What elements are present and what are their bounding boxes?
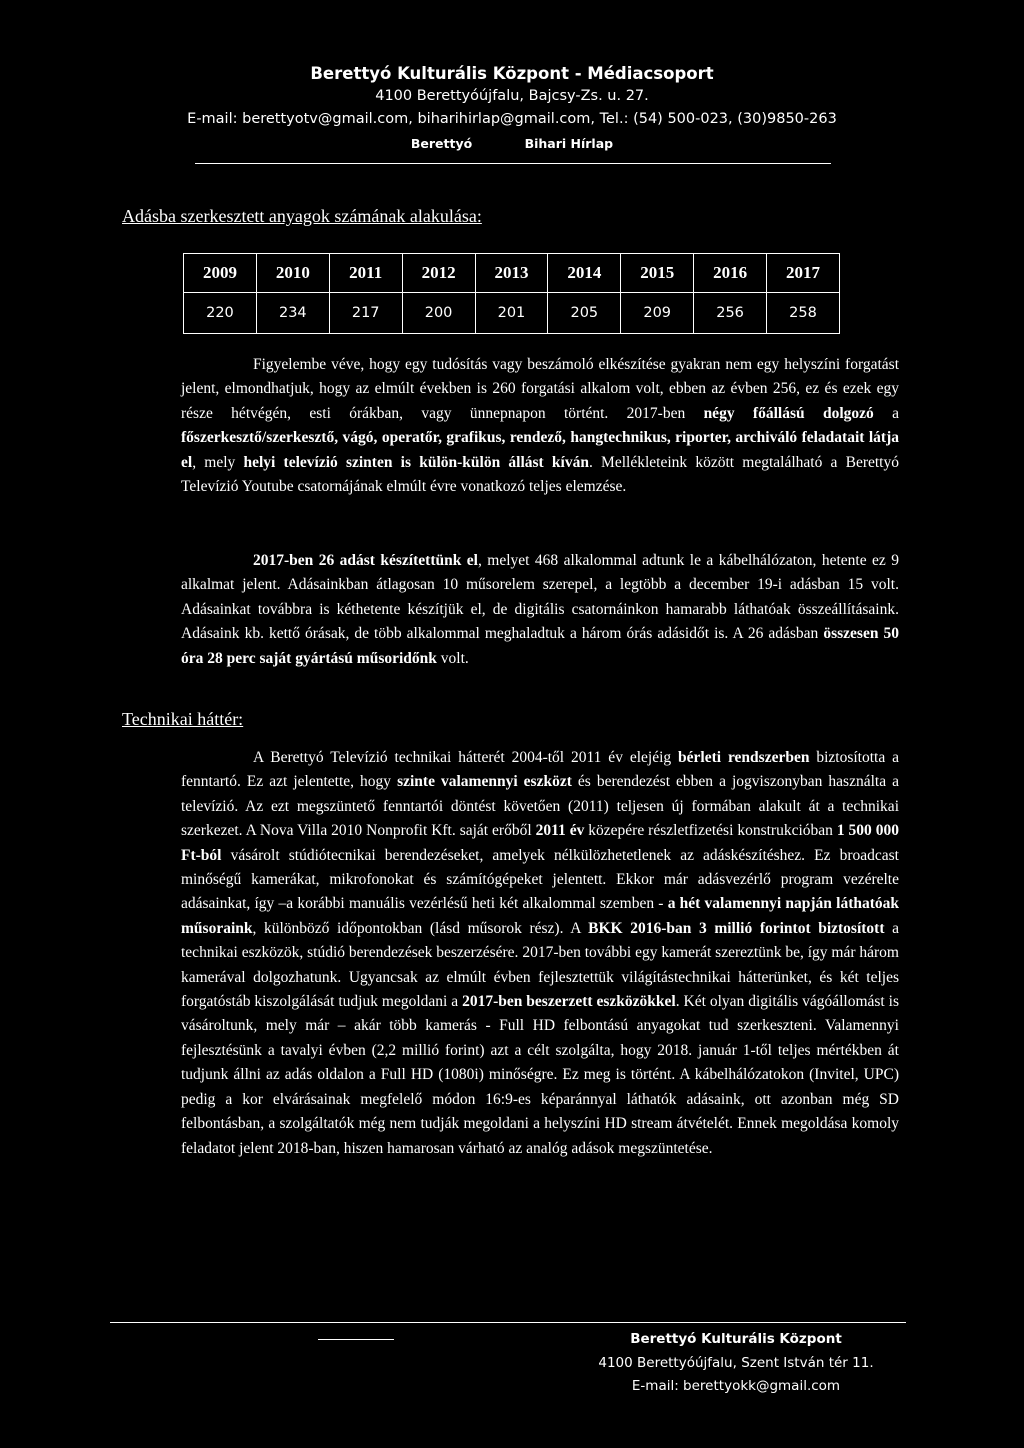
bold-run: négy főállású dolgozó	[703, 404, 874, 422]
table-cell-value: 201	[475, 293, 548, 334]
text-run: a technikai eszközök, stúdió berendezések beszerzésére. 2017-ben további egy kamerát szereztünk be, így már három kamerával dolgozhatunk. Ugyancsak az elmúlt évben fejlesztettük világítástechnikai hátterünket, és két teljes forgatóstáb kiszolgálását tudjuk megoldani a	[181, 919, 900, 1011]
table-cell-value: 234	[256, 293, 329, 334]
table-cell-year: 2009	[184, 254, 257, 293]
bold-run: 2017-ben 26 adást készítettünk el	[253, 552, 478, 569]
bold-run: szinte valamennyi eszközt	[397, 773, 572, 791]
table-cell-year: 2015	[621, 254, 694, 293]
table-row-values	[184, 293, 840, 334]
table-cell-year: 2010	[256, 254, 329, 293]
table-cell-value: 220	[184, 293, 257, 334]
letterhead	[0, 62, 1024, 155]
bold-run: bérleti rendszerben	[678, 749, 810, 766]
text-run: a	[873, 404, 899, 422]
bold-run: 2017-ben beszerzett eszközökkel	[462, 993, 676, 1011]
footer-address-block	[586, 1328, 886, 1399]
section-title-broadcast-count: Adásba szerkesztett anyagok számának alakulása:	[122, 206, 482, 226]
bold-run: 2011 év	[535, 822, 585, 840]
text-run: , melyet 468 alkalommal adtunk le a kábelhálózaton, hetente ez 9 alkalmat jelent. Adásainkban átlagosan 10 műsorelem szerepel, a legtöbb a december 19-i adásban 15 volt. Adásainkat továbbra is kéthetente készítjük el, de digitális csatornáinkon hamarabb láthatóak összeállításaink. Adásaink kb. kettő órásak, de több alkalommal meghaladtuk a három órás adásidőt is. A 26 adásban	[181, 552, 899, 643]
brand-bihari-hirlap: Bihari Hírlap	[524, 136, 614, 151]
footer-address: 4100 Berettyóújfalu, Szent István tér 11.	[598, 1354, 874, 1371]
section-title-technical-background: Technikai háttér:	[122, 709, 244, 729]
text-run: volt.	[436, 649, 469, 667]
text-run: biztosította a fenntartó. Ez azt jelentette, hogy	[181, 749, 900, 791]
footer-short-rule	[318, 1339, 394, 1340]
paragraph-technical-background	[181, 746, 899, 1161]
bold-run: helyi televízió szinten is külön-külön állást kíván	[243, 453, 589, 471]
table-cell-year: 2017	[767, 254, 840, 293]
text-run: Figyelembe véve, hogy egy tudósítás vagy beszámoló elkészítése gyakran nem egy helyszíni forgatást jelent, elmondhatjuk, hogy az elmúlt években is 260 forgatási alkalom volt, ebben az évben 256, ez és ezek egy része hétvégén, esti órákban, vagy ünnepnapon történt. 2017-ben	[181, 356, 899, 422]
text-run: . Két olyan digitális vágóállomást is vásároltunk, mely már – akár több kamerás - Full HD felbontású anyagokat tud szerkeszteni. Valamennyi fejlesztésünk a tavalyi évben (2,2 millió forint) azt a célt szolgálta, hogy 2018. január 1-től teljes mértékben át tudjunk állni az adás oldalon a Full HD (1080i) minőségre. Ez meg is történt. A kábelhálózatokon (Invitel, UPC) pedig a kor elvárásainak megfelelő módon 16:9-es képaránnyal láthatók adásaink, ott azonban még SD felbontásban, a szolgáltatók még nem tudják megoldani a helyszíni HD stream átvételét. Ennek megoldása komoly feladatot jelent 2018-ban, hiszen hamarosan várható az analóg adások megszüntetése.	[181, 993, 899, 1157]
text-run: közepére részletfizetési konstrukcióban	[584, 822, 837, 840]
table-cell-year: 2013	[475, 254, 548, 293]
table-cell-value: 258	[767, 293, 840, 334]
bold-run: BKK 2016-ban 3 millió forintot biztosított	[588, 919, 885, 937]
text-run: és berendezést ebben a jogviszonyban használta a televízió. Az ezt megszüntető fenntartói döntést követően (2011) teljesen új formában alakult át a technikai szerkezet. A Nova Villa 2010 Nonprofit Kft. saját erőből	[181, 773, 899, 840]
bold-run: a hét valamennyi napján láthatóak műsoraink	[181, 895, 900, 937]
text-run: , mely	[192, 453, 244, 471]
paragraph-broadcasts-2017	[181, 549, 899, 671]
table-cell-value: 200	[402, 293, 475, 334]
table-cell-year: 2016	[694, 254, 767, 293]
table-row-years	[184, 254, 840, 293]
text-run: , különböző időpontokban (lásd műsorok rész). A	[252, 919, 589, 937]
text-run: vásárolt stúdiótecnikai berendezéseket, amelyek nélkülözhetetlenek az adáskészítéshez. Ez broadcast minőségű kamerákat, mikrofonokat és számítógépeket jelentett. Ekkor már adásvezérlő program vezérelte adásainkat, így –a korábbi manuális vezérlésű heti két alkalommal szemben -	[181, 846, 899, 913]
letterhead-brands	[0, 133, 1024, 155]
table-cell-value: 205	[548, 293, 621, 334]
table-cell-value: 256	[694, 293, 767, 334]
table-cell-year: 2014	[548, 254, 621, 293]
paragraph-shoots	[181, 353, 899, 499]
brand-berettyo: Berettyó	[410, 136, 473, 151]
broadcast-count-table	[183, 253, 840, 334]
letterhead-contact: E-mail: berettyotv@gmail.com, biharihirlap@gmail.com, Tel.: (54) 500-023, (30)9850-263	[187, 111, 837, 127]
header-divider	[195, 163, 831, 164]
table-cell-value: 209	[621, 293, 694, 334]
letterhead-address: 4100 Berettyóújfalu, Bajcsy-Zs. u. 27.	[375, 88, 649, 104]
text-run: . Mellékleteink között megtalálható a Berettyó Televízió Youtube csatornájának elmúlt évre vonatkozó teljes elemzése.	[181, 453, 899, 496]
bold-run: összesen 50 óra 28 perc saját gyártású műsoridőnk	[181, 625, 899, 667]
bold-run: 1 500 000 Ft-ból	[181, 822, 900, 864]
letterhead-org-name: Berettyó Kulturális Központ - Médiacsoport	[310, 64, 714, 83]
table-cell-value: 217	[329, 293, 402, 334]
table-cell-year: 2012	[402, 254, 475, 293]
footer-email: E-mail: berettyokk@gmail.com	[631, 1378, 841, 1394]
text-run: A Berettyó Televízió technikai hátterét 2004-től 2011 év elejéig	[253, 749, 679, 766]
table-cell-year: 2011	[329, 254, 402, 293]
bold-run: főszerkesztő/szerkesztő, vágó, operatőr, grafikus, rendező, hangtechnikus, riporter, archiváló feladatait látja el	[181, 429, 899, 471]
footer-divider	[110, 1322, 906, 1323]
footer-org-name: Berettyó Kulturális Központ	[630, 1331, 842, 1347]
